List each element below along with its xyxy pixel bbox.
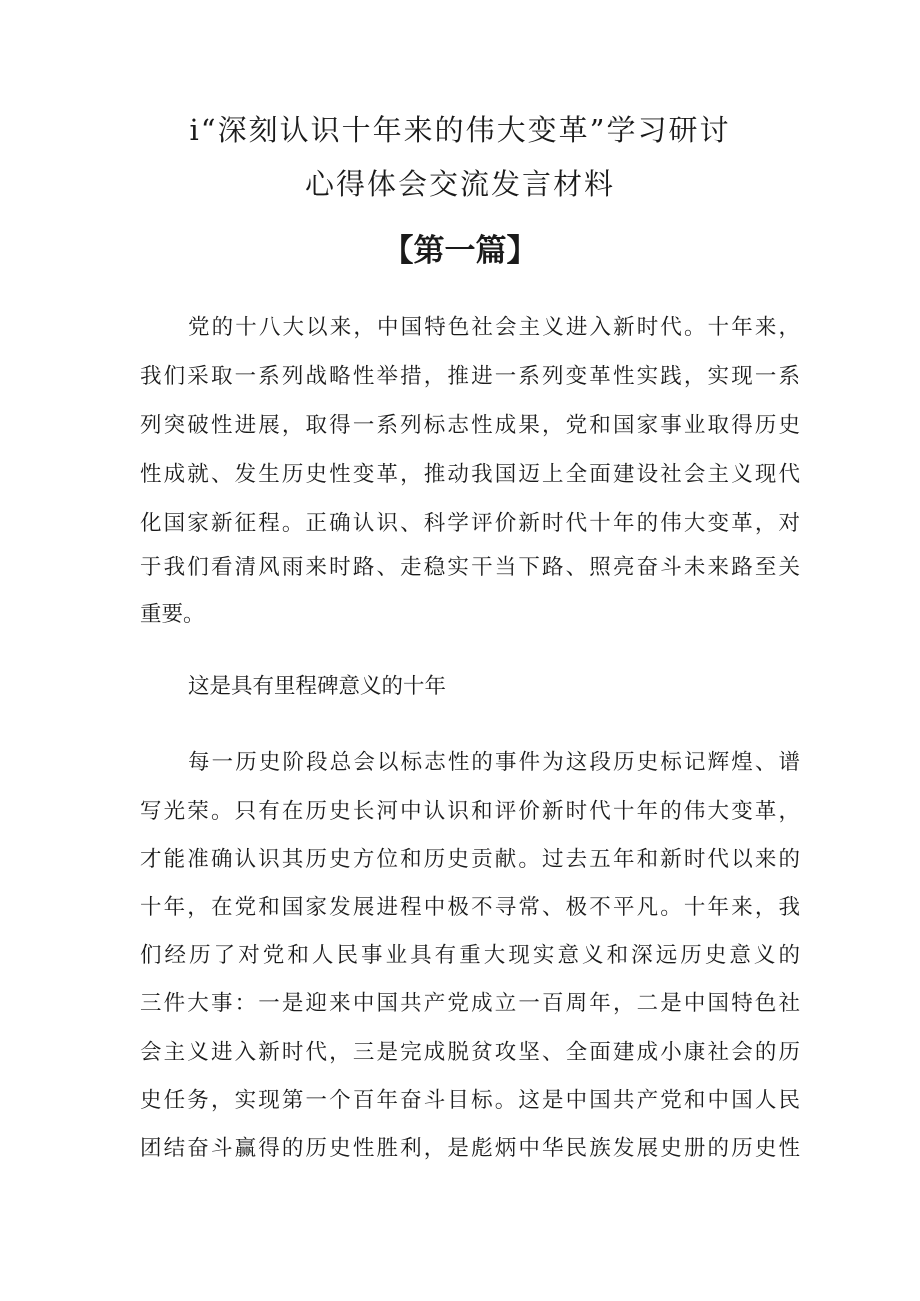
paragraph-2-line: 才能准确认识其历史方位和历史贡献。过去五年和新时代以来的 <box>140 847 800 872</box>
paragraph-1-line: 性成就、发生历史性变革，推动我国迈上全面建设社会主义现代 <box>140 462 800 487</box>
paragraph-2-line: 写光荣。只有在历史长河中认识和评价新时代十年的伟大变革， <box>140 799 800 824</box>
paragraph-1-line: 党的十八大以来，中国特色社会主义进入新时代。十年来， <box>188 315 800 340</box>
document-title-line-2: 心得体会交流发言材料 <box>304 167 615 201</box>
paragraph-2-line: 会主义进入新时代，三是完成脱贫攻坚、全面建成小康社会的历 <box>140 1040 800 1065</box>
document-title-line-1: i“深刻认识十年来的伟大变革”学习研讨 <box>189 113 731 147</box>
paragraph-2-line: 每一历史阶段总会以标志性的事件为这段历史标记辉煌、谱 <box>188 750 800 775</box>
paragraph-2-line: 三件大事：一是迎来中国共产党成立一百周年，二是中国特色社 <box>140 991 800 1016</box>
paragraph-1-line: 重要。 <box>140 602 205 627</box>
paragraph-1-line: 列突破性进展，取得一系列标志性成果，党和国家事业取得历史 <box>140 413 800 438</box>
subheading: 这是具有里程碑意义的十年 <box>188 674 447 699</box>
paragraph-1-line: 我们采取一系列战略性举措，推进一系列变革性实践，实现一系 <box>140 364 800 389</box>
paragraph-2-line: 团结奋斗赢得的历史性胜利，是彪炳中华民族发展史册的历史性 <box>140 1136 800 1161</box>
paragraph-1-line: 化国家新征程。正确认识、科学评价新时代十年的伟大变革，对 <box>140 511 800 536</box>
section-heading: 【第一篇】 <box>382 233 538 269</box>
paragraph-2-line: 们经历了对党和人民事业具有重大现实意义和深远历史意义的 <box>140 943 800 968</box>
paragraph-2-line: 十年，在党和国家发展进程中极不寻常、极不平凡。十年来，我 <box>140 895 800 920</box>
paragraph-2-line: 史任务，实现第一个百年奋斗目标。这是中国共产党和中国人民 <box>140 1088 800 1113</box>
paragraph-1-line: 于我们看清风雨来时路、走稳实干当下路、照亮奋斗未来路至关 <box>140 555 800 580</box>
